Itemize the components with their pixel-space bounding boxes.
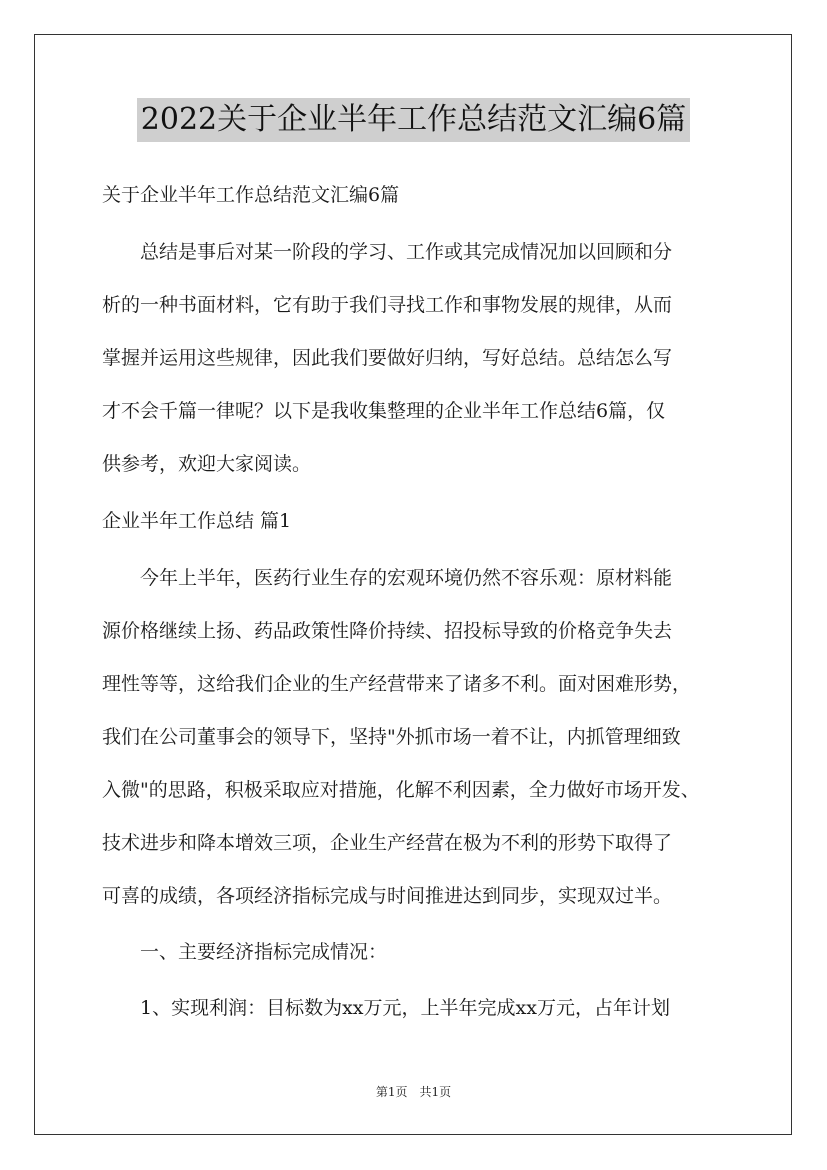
intro-line: 掌握并运用这些规律，因此我们要做好归纳，写好总结。总结怎么写 xyxy=(102,347,673,369)
body-line: 一、主要经济指标完成情况： xyxy=(102,941,388,963)
body-line: 可喜的成绩，各项经济指标完成与时间推进达到同步，实现双过半。 xyxy=(102,885,673,907)
body-line: 入微"的思路，积极采取应对措施，化解不利因素，全力做好市场开发、 xyxy=(102,779,700,801)
title-wrap xyxy=(0,98,827,142)
body-line: 理性等等，这给我们企业的生产经营带来了诸多不利。面对困难形势， xyxy=(102,673,692,695)
body-line: 今年上半年，医药行业生存的宏观环境仍然不容乐观：原材料能 xyxy=(102,567,673,589)
intro-line: 析的一种书面材料，它有助于我们寻找工作和事物发展的规律，从而 xyxy=(102,294,673,316)
document-title: 2022关于企业半年工作总结范文汇编6篇 xyxy=(137,98,690,142)
body-line: 源价格继续上扬、药品政策性降价持续、招投标导致的价格竞争失去 xyxy=(102,620,673,642)
body-line: 技术进步和降本增效三项，企业生产经营在极为不利的形势下取得了 xyxy=(102,832,673,854)
intro-line: 供参考，欢迎大家阅读。 xyxy=(102,453,312,475)
section-heading: 企业半年工作总结 篇1 xyxy=(102,510,292,532)
intro-line: 总结是事后对某一阶段的学习、工作或其完成情况加以回顾和分 xyxy=(102,241,673,263)
document-subtitle: 关于企业半年工作总结范文汇编6篇 xyxy=(102,184,400,206)
page-footer: 第1页 共1页 xyxy=(375,1085,452,1099)
body-line: 我们在公司董事会的领导下，坚持"外抓市场一着不让，内抓管理细致 xyxy=(102,726,681,748)
intro-line: 才不会千篇一律呢？以下是我收集整理的企业半年工作总结6篇，仅 xyxy=(102,400,666,422)
body-line: 1、实现利润：目标数为xx万元，上半年完成xx万元，占年计划 xyxy=(102,997,670,1019)
